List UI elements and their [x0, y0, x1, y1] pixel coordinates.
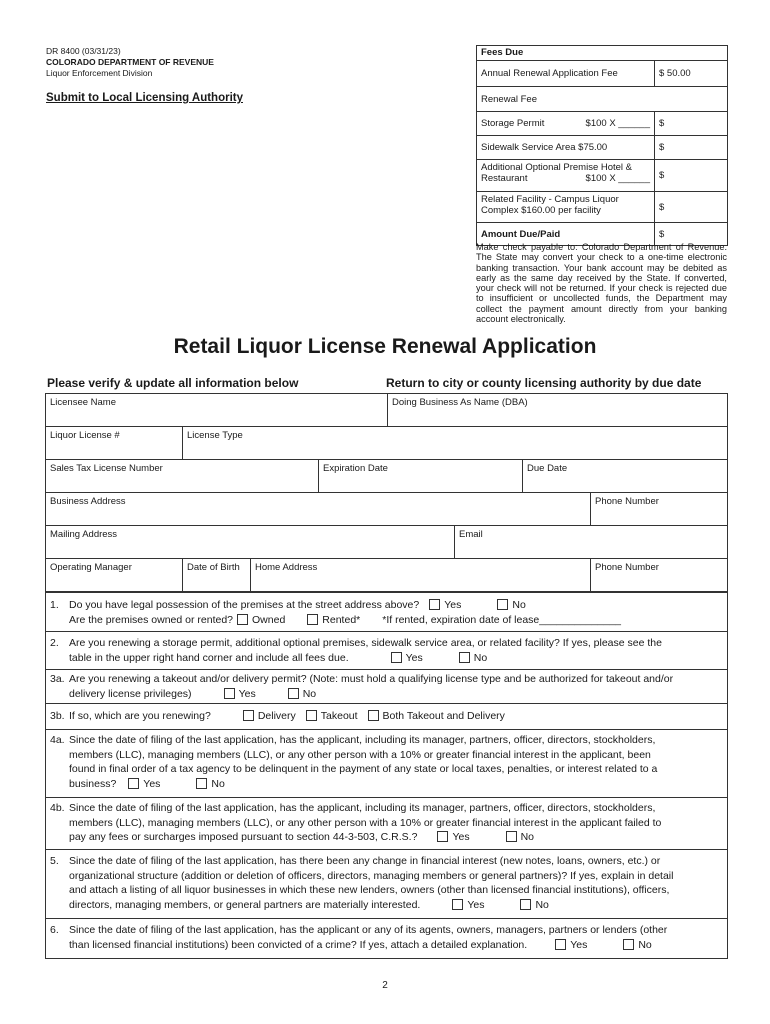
- q3b-both-checkbox[interactable]: [368, 710, 379, 721]
- storage-permit-label: Storage Permit: [481, 118, 545, 129]
- premise-multiplier[interactable]: $100 X ______: [585, 173, 650, 184]
- question-5: [46, 849, 727, 918]
- q6-number: 6.: [50, 924, 59, 936]
- form-id: DR 8400 (03/31/23): [46, 46, 121, 56]
- q5-text-line4: directors, managing members, or general partners are materially interested.: [69, 898, 421, 911]
- license-type-field[interactable]: License Type: [182, 427, 727, 459]
- home-address-field[interactable]: Home Address: [250, 559, 590, 591]
- page-number: 2: [382, 980, 388, 991]
- q3a-text-line2: delivery license privileges): [69, 687, 192, 700]
- q2-number: 2.: [50, 637, 59, 649]
- sidewalk-label: Sidewalk Service Area $75.00: [481, 142, 608, 153]
- business-phone-field[interactable]: Phone Number: [590, 493, 727, 525]
- question-4b: [46, 797, 727, 849]
- renewal-fee-label: Renewal Fee: [481, 93, 537, 105]
- q4a-text-line3: found in final order of a tax agency to be delinquent in the payment of any state or local taxes, penalties, or interest related to a: [69, 763, 658, 775]
- q1-rented-label: Rented*: [322, 613, 361, 626]
- fees-title: Fees Due: [481, 47, 524, 58]
- q4a-no-label: No: [211, 777, 225, 790]
- related-label-line2: Complex $160.00 per facility: [481, 205, 601, 216]
- return-instruction: Return to city or county licensing authority by due date: [386, 376, 702, 390]
- storage-permit-amount[interactable]: $: [654, 112, 727, 135]
- sidewalk-amount[interactable]: $: [654, 136, 727, 159]
- amount-due-label: Amount Due/Paid: [481, 228, 561, 240]
- annual-fee-amount: $ 50.00: [654, 61, 727, 86]
- q2-text-line2: table in the upper right hand corner and include all fees due.: [69, 651, 349, 664]
- q5-number: 5.: [50, 855, 59, 867]
- q4a-text-line1: Since the date of filing of the last application, has the applicant, including its manager, partners, officer, directors, stockholders,: [69, 734, 656, 746]
- q4b-yes-label: Yes: [452, 831, 470, 843]
- q3b-text: If so, which are you renewing?: [69, 710, 211, 722]
- q5-text-line2: organizational structure (addition or deletion of officers, directors, managing members or general partners)? If yes, explain in detail: [69, 869, 674, 882]
- q1-yes-label: Yes: [444, 599, 462, 611]
- q4b-text-line3: pay any fees or surcharges imposed pursuant to section 44-3-503, C.R.S.?: [69, 831, 418, 843]
- storage-permit-row: [477, 112, 654, 135]
- q5-yes-checkbox[interactable]: [452, 899, 463, 910]
- fees-table: [476, 45, 728, 246]
- q4a-text-line4: business?: [69, 777, 117, 790]
- q6-text-line2: than licensed financial institutions) been convicted of a crime? If yes, attach a detailed explanation.: [69, 938, 528, 951]
- related-facility-row: [477, 192, 654, 222]
- sales-tax-field[interactable]: Sales Tax License Number: [50, 463, 163, 474]
- q4b-no-checkbox[interactable]: [506, 831, 517, 842]
- q1-owned-checkbox[interactable]: [237, 614, 248, 625]
- verify-instruction: Please verify & update all information below: [47, 376, 299, 390]
- q2-yes-checkbox[interactable]: [391, 652, 402, 663]
- q3b-takeout-checkbox[interactable]: [306, 710, 317, 721]
- q3a-text-line1: Are you renewing a takeout and/or delivery permit? (Note: must hold a qualifying license type and be authorized for takeout and/or: [69, 673, 674, 685]
- business-address-field[interactable]: Business Address: [50, 496, 126, 507]
- q5-no-checkbox[interactable]: [520, 899, 531, 910]
- premise-label-line2: Restaurant: [481, 173, 528, 184]
- department-name: COLORADO DEPARTMENT OF REVENUE: [46, 57, 214, 67]
- due-date-field[interactable]: Due Date: [522, 460, 727, 492]
- q1-number: 1.: [50, 599, 59, 611]
- q5-text-line3: and attach a listing of all liquor businesses in which these new lenders, owners (other than licensed financial institutions), officers,: [69, 884, 670, 896]
- dba-field[interactable]: Doing Business As Name (DBA): [387, 394, 727, 426]
- licensee-info-grid: [45, 393, 728, 592]
- q3a-yes-label: Yes: [238, 687, 256, 700]
- q6-yes-checkbox[interactable]: [555, 939, 566, 950]
- premise-row: [477, 160, 654, 191]
- liquor-license-field[interactable]: Liquor License #: [50, 430, 120, 441]
- q4a-no-checkbox[interactable]: [196, 778, 207, 789]
- q4b-no-label: No: [520, 831, 535, 843]
- premise-label-line1: Additional Optional Premise Hotel &: [481, 162, 633, 173]
- dob-field[interactable]: Date of Birth: [182, 559, 250, 591]
- q4a-yes-label: Yes: [143, 777, 161, 790]
- q1-rented-checkbox[interactable]: [307, 614, 318, 625]
- q1-no-checkbox[interactable]: [497, 599, 508, 610]
- question-3b: [46, 703, 727, 729]
- page-title: Retail Liquor License Renewal Application: [173, 335, 597, 358]
- question-4a: [46, 729, 727, 797]
- manager-phone-field[interactable]: Phone Number: [590, 559, 727, 591]
- q3a-yes-checkbox[interactable]: [224, 688, 235, 699]
- q1-owned-label: Owned: [252, 613, 286, 626]
- q5-text-line1: Since the date of filing of the last application, has there been any change in financial interest (new notes, loans, owners, etc.) or: [69, 855, 661, 867]
- q3b-number: 3b.: [50, 710, 65, 722]
- payment-note: Make check payable to: Colorado Department of Revenue. The State may convert your check to a one-time electronic banking transaction. Your bank account may be debited as early as the same day received by the State. If converted, your check will not be returned. If your check is rejected due to insufficient or uncollected funds, the Department may collect the payment amount directly from your banking account electronically.: [476, 242, 727, 325]
- q4b-number: 4b.: [50, 802, 65, 814]
- question-1: [46, 593, 727, 631]
- question-6: [46, 918, 727, 958]
- q1-owned-question: Are the premises owned or rented?: [69, 613, 234, 626]
- q2-no-label: No: [473, 651, 488, 664]
- premise-amount[interactable]: $: [654, 160, 727, 191]
- q3b-delivery-checkbox[interactable]: [243, 710, 254, 721]
- q6-no-checkbox[interactable]: [623, 939, 634, 950]
- q2-no-checkbox[interactable]: [459, 652, 470, 663]
- question-3a: [46, 669, 727, 703]
- q2-yes-label: Yes: [405, 651, 423, 664]
- submit-instruction: Submit to Local Licensing Authority: [46, 92, 243, 104]
- related-amount[interactable]: $: [654, 192, 727, 222]
- q3b-delivery-label: Delivery: [257, 710, 296, 722]
- q6-yes-label: Yes: [570, 938, 588, 951]
- q4b-yes-checkbox[interactable]: [437, 831, 448, 842]
- q4b-text-line2: members (LLC), managing members (LLC), or any other person with a 10% or greater financial interest in the applicant failed to: [69, 816, 662, 829]
- q2-text-line1: Are you renewing a storage permit, additional optional premises, sidewalk service area, or related facility? If yes, please see the: [69, 637, 662, 649]
- q1-no-label: No: [512, 599, 526, 611]
- amount-due-value[interactable]: $: [654, 223, 727, 245]
- q3b-takeout-label: Takeout: [320, 710, 358, 722]
- question-2: [46, 631, 727, 669]
- annual-fee-label: Annual Renewal Application Fee: [481, 68, 618, 79]
- email-field[interactable]: Email: [454, 526, 727, 558]
- related-label-line1: Related Facility - Campus Liquor: [481, 194, 619, 205]
- q5-yes-label: Yes: [467, 898, 485, 911]
- q4b-text-line1: Since the date of filing of the last application, has the applicant, including its manager, partners, officer, directors, stockholders,: [69, 802, 656, 814]
- q3a-number: 3a.: [50, 673, 65, 685]
- q6-text-line1: Since the date of filing of the last application, has the applicant or any of its agents, owners, managers, partners or lenders (other: [69, 924, 668, 936]
- q1-yes-checkbox[interactable]: [429, 599, 440, 610]
- division-name: Liquor Enforcement Division: [46, 68, 153, 78]
- q3a-no-checkbox[interactable]: [288, 688, 299, 699]
- q1-text: Do you have legal possession of the premises at the street address above?: [69, 599, 420, 611]
- q5-no-label: No: [535, 898, 549, 911]
- mailing-address-field[interactable]: Mailing Address: [50, 529, 118, 540]
- q4a-text-line2: members (LLC), managing members (LLC), or any other person with a 10% or greater financial interest in the applicant, been: [69, 748, 651, 761]
- q3b-both-label: Both Takeout and Delivery: [382, 710, 505, 722]
- operating-manager-field[interactable]: Operating Manager: [50, 562, 132, 573]
- storage-permit-multiplier[interactable]: $100 X ______: [585, 118, 650, 129]
- questions-section: [45, 592, 728, 959]
- licensee-name-field[interactable]: Licensee Name: [50, 397, 117, 408]
- q6-no-label: No: [638, 938, 652, 951]
- q4a-number: 4a.: [50, 734, 65, 746]
- q1-lease-expiration[interactable]: *If rented, expiration date of lease______________: [382, 613, 622, 626]
- expiration-date-field[interactable]: Expiration Date: [318, 460, 522, 492]
- q4a-yes-checkbox[interactable]: [128, 778, 139, 789]
- q3a-no-label: No: [302, 687, 317, 700]
